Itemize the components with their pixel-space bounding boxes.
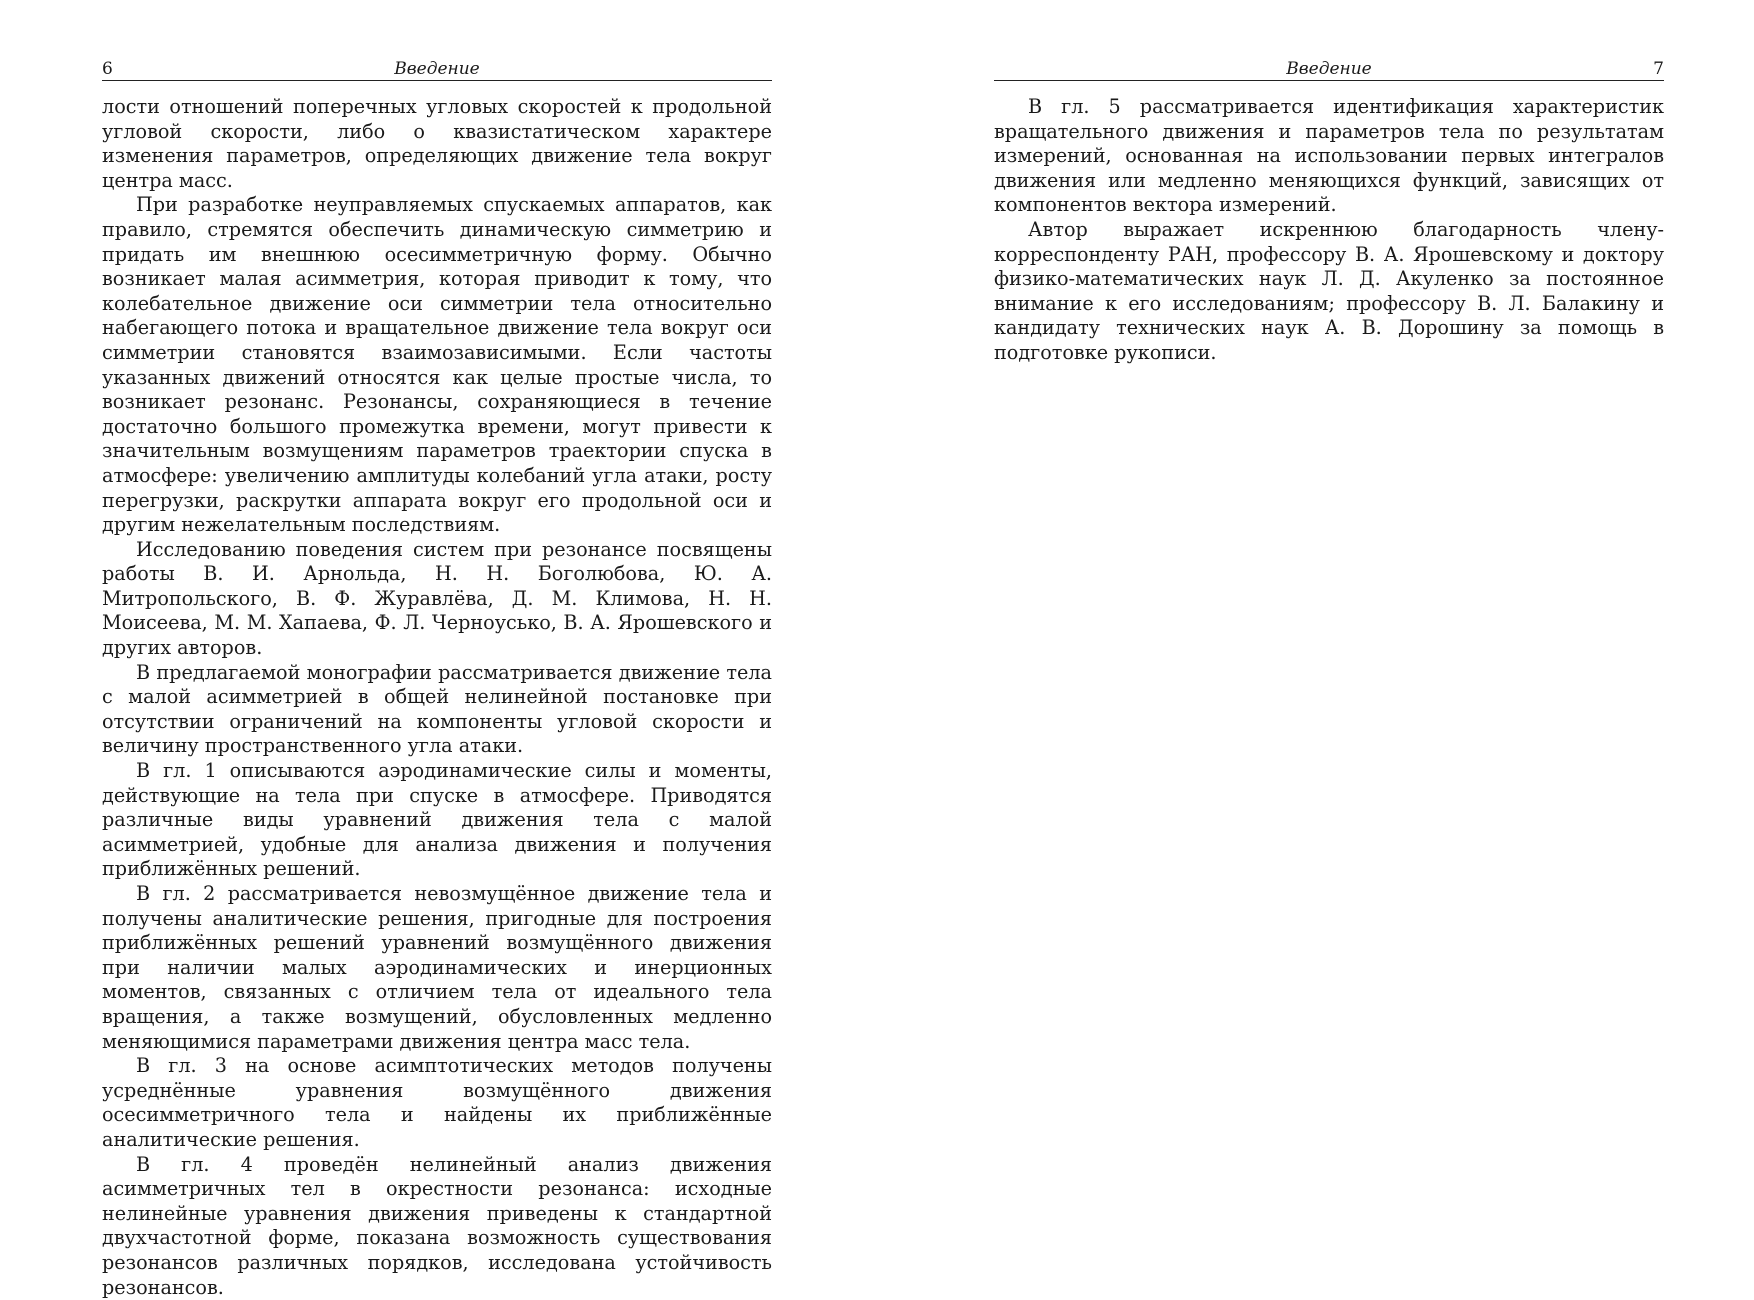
- paragraph: В гл. 3 на основе асимптотических методов получены усреднённые уравнения возмущённого движения осесимметричного тела и найдены их приближённые аналитические решения.: [102, 1054, 772, 1151]
- right-page: [994, 58, 1664, 366]
- paragraph: В предлагаемой монографии рассматривается движение тела с малой асимметрией в общей нелинейной постановке при отсутствии ограничений на компоненты угловой скорости и величину пространственного угла атаки.: [102, 660, 772, 758]
- paragraph: В гл. 5 рассматривается идентификация характеристик вращательного движения и параметров тела по результатам измерений, основанная на использовании первых интегралов движения или медленно меняющихся функций, зависящих от компонентов вектора измерений.: [994, 95, 1664, 217]
- paragraph: Автор выражает искреннюю благодарность члену-корреспонденту РАН, профессору В. А. Ярошевскому и доктору физико-математических наук Л. Д. Акуленко за постоянное внимание к его исследованиям; профессору В. Л. Балакину и кандидату технических наук А. В. Дорошину за помощь в подготовке рукописи.: [994, 217, 1664, 364]
- paragraph: Исследованию поведения систем при резонансе посвящены работы В. И. Арнольда, Н. Н. Боголюбова, Ю. А. Митропольского, В. Ф. Журавлёва, Д. М. Климова, Н. Н. Моисеева, М. М. Хапаева, Ф. Л. Черноусько, В. А. Ярошевского и других авторов.: [102, 537, 772, 660]
- paragraph: В гл. 2 рассматривается невозмущённое движение тела и получены аналитические решения, пригодные для построения приближённых решений уравнений возмущённого движения при наличии малых аэродинамических и инерционных моментов, связанных с отличием тела от идеального тела вращения, а также возмущений, обусловленных медленно меняющимися параметрами движения центра масс тела.: [102, 882, 772, 1053]
- right-page-number: 7: [1653, 59, 1664, 79]
- paragraph: В гл. 4 проведён нелинейный анализ движения асимметричных тел в окрестности резонанса: исходные нелинейные уравнения движения приведены к стандартной двухчастотной форме, показана возможность существования резонансов различных порядков, исследована устойчивость резонансов.: [102, 1152, 772, 1299]
- right-running-head: [994, 58, 1664, 81]
- left-body-text: [102, 95, 772, 1300]
- paragraph: В гл. 1 описываются аэродинамические силы и моменты, действующие на тела при спуске в атмосфере. Приводятся различные виды уравнений движения тела с малой асимметрией, удобные для анализа движения и получения приближённых решений.: [102, 759, 772, 881]
- paragraph: лости отношений поперечных угловых скоростей к продольной угловой скорости, либо о квазистатическом характере изменения параметров, определяющих движение тела вокруг центра масс.: [102, 95, 772, 192]
- left-running-head: [102, 58, 772, 81]
- left-running-title: Введение: [394, 59, 480, 79]
- left-page-number: 6: [102, 59, 113, 79]
- right-body-text: [994, 95, 1664, 366]
- left-page: [102, 58, 772, 1300]
- right-running-title: Введение: [1286, 59, 1372, 79]
- paragraph: При разработке неуправляемых спускаемых аппаратов, как правило, стремятся обеспечить динамическую симметрию и придать им внешнюю осесимметричную форму. Обычно возникает малая асимметрия, которая приводит к тому, что колебательное движение оси симметрии тела относительно набегающего потока и вращательное движение тела вокруг оси симметрии становятся взаимозависимыми. Если частоты указанных движений относятся как целые простые числа, то возникает резонанс. Резонансы, сохраняющиеся в течение достаточно большого промежутка времени, могут привести к значительным возмущениям параметров траектории спуска в атмосфере: увеличению амплитуды колебаний угла атаки, росту перегрузки, раскрутки аппарата вокруг его продольной оси и другим нежелательным последствиям.: [102, 193, 772, 537]
